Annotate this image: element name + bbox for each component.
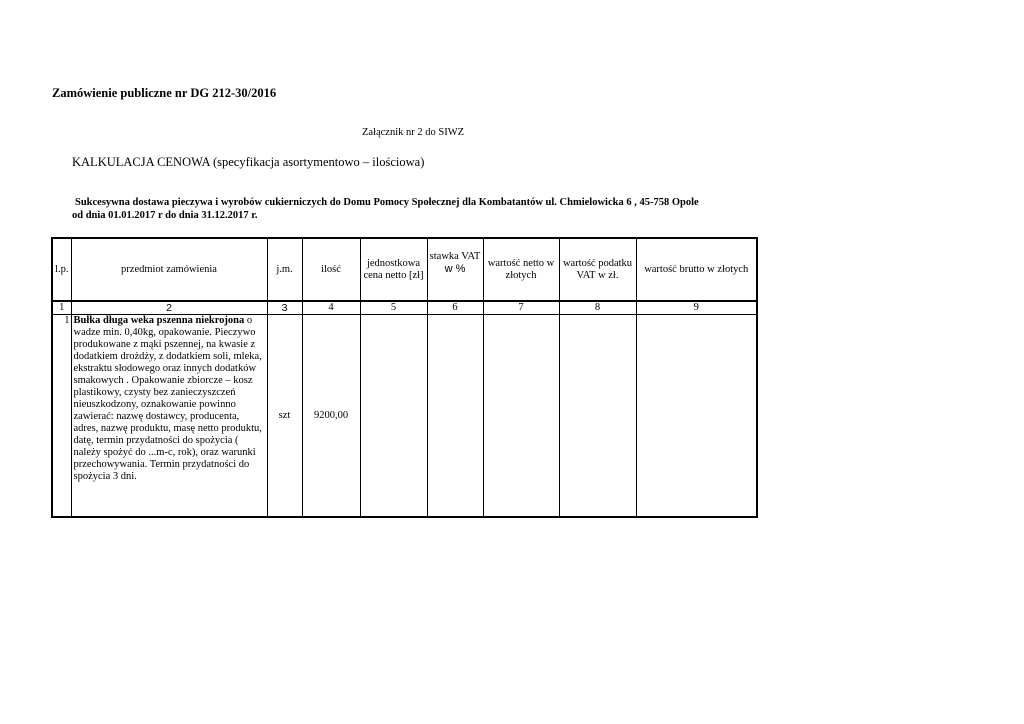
- col-header-unit: j.m.: [267, 238, 302, 301]
- annex-label: Załącznik nr 2 do SIWZ: [362, 127, 465, 138]
- item-name: Bułka długa weka pszenna niekrojona: [73, 315, 245, 326]
- delivery-period: od dnia 01.01.2017 r do dnia 31.12.2017 r.: [72, 210, 258, 221]
- row-net-value[interactable]: [483, 315, 559, 518]
- col-header-net-value: wartość netto w złotych: [483, 238, 559, 301]
- col-number: 9: [636, 301, 757, 315]
- col-number: 5: [360, 301, 427, 315]
- col-number: 3: [267, 301, 302, 315]
- col-number: 2: [71, 301, 267, 315]
- row-gross-value[interactable]: [636, 315, 757, 518]
- row-unit: szt: [267, 315, 302, 518]
- col-header-item: przedmiot zamówienia: [71, 238, 267, 301]
- col-number: 7: [483, 301, 559, 315]
- col-number: 6: [427, 301, 483, 315]
- col-header-unit-price: jednostkowa cena netto [zł]: [360, 238, 427, 301]
- price-table: [51, 237, 758, 518]
- table-header-row: [52, 238, 757, 301]
- row-unit-price[interactable]: [360, 315, 427, 518]
- vat-rate-unit: w %: [444, 263, 466, 275]
- col-header-vat-value: wartość podatku VAT w zł.: [559, 238, 636, 301]
- vat-rate-label: stawka VAT: [429, 251, 481, 262]
- col-header-vat-rate: [427, 238, 483, 301]
- col-number: 8: [559, 301, 636, 315]
- col-header-qty: ilość: [302, 238, 360, 301]
- row-item-description: [71, 315, 267, 518]
- col-header-lp: l.p.: [52, 238, 71, 301]
- column-number-row: [52, 301, 757, 315]
- col-number: 1: [52, 301, 71, 315]
- col-header-gross-value: wartość brutto w złotych: [636, 238, 757, 301]
- row-qty: 9200,00: [302, 315, 360, 518]
- delivery-description: Sukcesywna dostawa pieczywa i wyrobów cukierniczych do Domu Pomocy Społecznej dla Kombatantów ul. Chmielowicka 6 , 45-758 Opole: [75, 197, 699, 208]
- row-vat-rate[interactable]: [427, 315, 483, 518]
- calculation-title: KALKULACJA CENOWA (specyfikacja asortymentowo – ilościowa): [72, 155, 425, 169]
- table-row: [52, 315, 757, 518]
- item-details: o wadze min. 0,40kg, opakowanie. Pieczywo produkowane z mąki pszennej, na kwasie z dodatkiem drożdży, z dodatkiem soli, mleka, ekstraktu słodowego oraz innych dodatków smakowych . Opakowanie zbiorcze – kosz plastikowy, czysty bez zanieczyszczeń nieuszkodzony, oznakowanie powinno zawierać: nazwę dostawcy, producenta, adres, nazwę produktu, masę netto produktu, datę, termin przydatności do spożycia ( należy spożyć do ...m-c, rok), oraz warunki przechowywania. Termin przydatności do spożycia 3 dni.: [73, 315, 262, 482]
- row-lp: 1: [52, 315, 71, 518]
- col-number: 4: [302, 301, 360, 315]
- row-vat-value[interactable]: [559, 315, 636, 518]
- order-title: Zamówienie publiczne nr DG 212-30/2016: [52, 86, 277, 100]
